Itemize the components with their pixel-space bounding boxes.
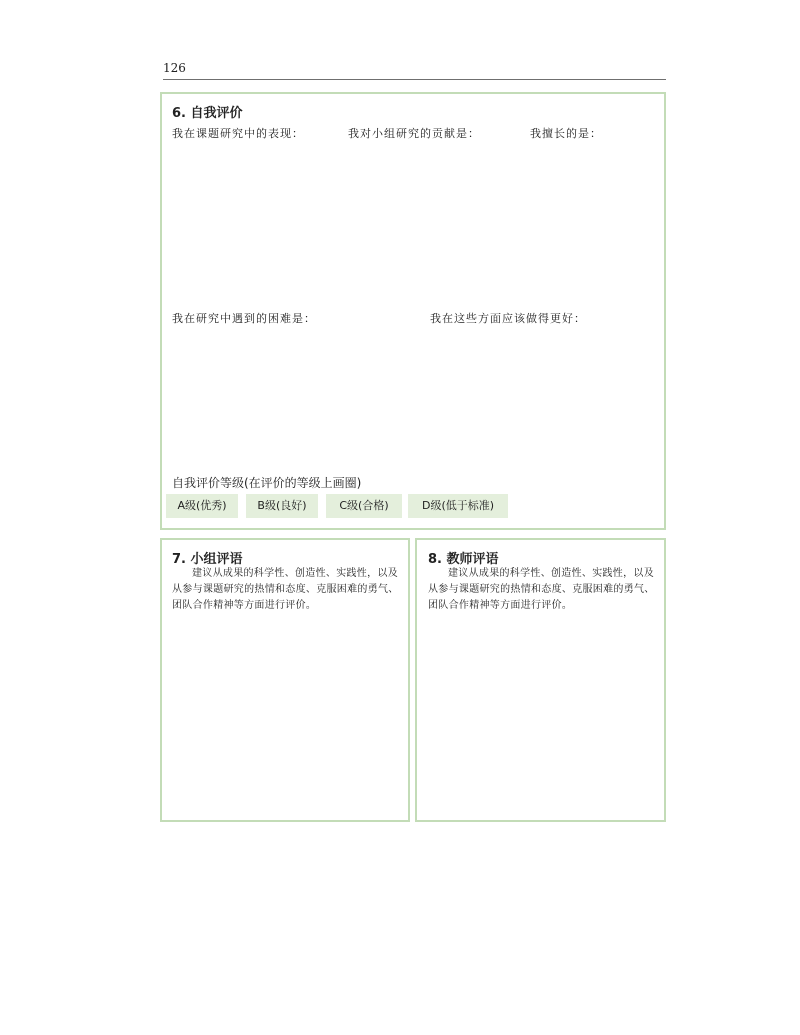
- strengths-prompt: 我擅长的是：: [530, 127, 602, 140]
- grade-option-c[interactable]: C级(合格): [326, 494, 402, 518]
- performance-prompt: 我在课题研究中的表现：: [172, 127, 304, 140]
- grade-option-d[interactable]: D级(低于标准): [408, 494, 508, 518]
- group-comment-title: 7. 小组评语: [172, 552, 243, 567]
- page-number: 126: [163, 61, 186, 75]
- grade-option-b[interactable]: B级(良好): [246, 494, 318, 518]
- self-evaluation-title: 6. 自我评价: [172, 106, 243, 121]
- grade-option-a[interactable]: A级(优秀): [166, 494, 238, 518]
- difficulties-prompt: 我在研究中遇到的困难是：: [172, 312, 316, 325]
- teacher-comment-instructions: 建议从成果的科学性、创造性、实践性，以及从参与课题研究的热情和态度、克服困难的勇气、团队合作精神等方面进行评价。: [428, 568, 655, 611]
- header-rule: [163, 79, 666, 80]
- improvement-prompt: 我在这些方面应该做得更好：: [430, 312, 586, 325]
- group-comment-instructions: 建议从成果的科学性、创造性、实践性，以及从参与课题研究的热情和态度、克服困难的勇气、团队合作精神等方面进行评价。: [172, 568, 399, 611]
- grade-heading: 自我评价等级(在评价的等级上画圈): [172, 476, 362, 490]
- contribution-prompt: 我对小组研究的贡献是：: [348, 127, 480, 140]
- teacher-comment-title: 8. 教师评语: [428, 552, 499, 567]
